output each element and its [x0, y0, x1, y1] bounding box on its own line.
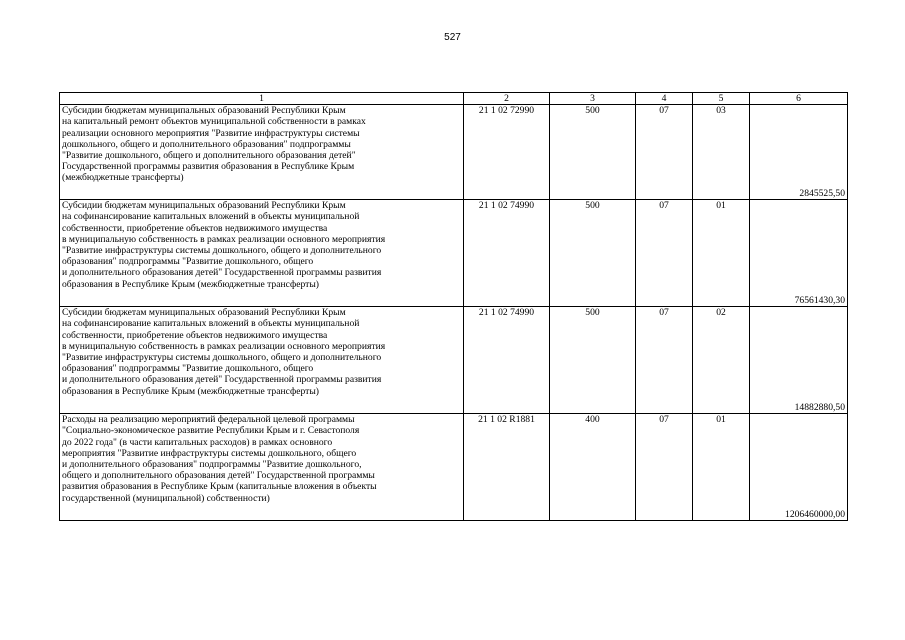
row-description: Субсидии бюджетам муниципальных образований Республики Крым на софинансирование капитальных вложений в объекты муниципальной собственности, приобретение объектов недвижимого имущества в муниципальную собственность в рамках реализации основного мероприятия "Развитие инфраструктуры системы дошкольного, общего и дополнительного образования" подпрограммы "Развитие дошкольного, общего и дополнительного образования детей" Государственной программы развития образования в Республике Крым (межбюджетные трансферты) — [60, 200, 464, 307]
row-expense-type: 500 — [550, 105, 636, 200]
row-description: Субсидии бюджетам муниципальных образований Республики Крым на софинансирование капитальных вложений в объекты муниципальной собственности, приобретение объектов недвижимого имущества в муниципальную собственность в рамках реализации основного мероприятия "Развитие инфраструктуры системы дошкольного, общего и дополнительного образования" подпрограммы "Развитие дошкольного, общего и дополнительного образования детей" Государственной программы развития образования в Республике Крым (межбюджетные трансферты) — [60, 307, 464, 414]
row-section: 07 — [636, 200, 693, 307]
row-section: 07 — [636, 307, 693, 414]
row-expense-type: 400 — [550, 414, 636, 521]
row-amount: 14882880,50 — [750, 307, 848, 414]
row-amount: 2845525,50 — [750, 105, 848, 200]
table-header-row — [60, 93, 848, 105]
row-subsection: 03 — [693, 105, 750, 200]
row-target-code: 21 1 02 R1881 — [464, 414, 550, 521]
row-subsection: 02 — [693, 307, 750, 414]
column-header: 3 — [550, 93, 636, 105]
row-subsection: 01 — [693, 200, 750, 307]
row-description: Расходы на реализацию мероприятий федеральной целевой программы "Социально-экономическое развитие Республики Крым и г. Севастополя до 2022 года" (в части капитальных расходов) в рамках основного мероприятия "Развитие инфраструктуры системы дошкольного, общего и дополнительного образования" подпрограммы "Развитие дошкольного, общего и дополнительного образования детей" Государственной программы развития образования в Республике Крым (капитальные вложения в объекты государственной (муниципальной) собственности) — [60, 414, 464, 521]
row-target-code: 21 1 02 72990 — [464, 105, 550, 200]
column-header: 2 — [464, 93, 550, 105]
table-row — [60, 307, 848, 414]
column-header: 4 — [636, 93, 693, 105]
row-amount: 76561430,30 — [750, 200, 848, 307]
column-header: 5 — [693, 93, 750, 105]
page-number: 527 — [444, 32, 461, 43]
row-section: 07 — [636, 414, 693, 521]
row-subsection: 01 — [693, 414, 750, 521]
column-header: 1 — [60, 93, 464, 105]
row-expense-type: 500 — [550, 200, 636, 307]
row-description: Субсидии бюджетам муниципальных образований Республики Крым на капитальный ремонт объектов муниципальной собственности в рамках реализации основного мероприятия "Развитие инфраструктуры системы дошкольного, общего и дополнительного образования" подпрограммы "Развитие дошкольного, общего и дополнительного образования детей" Государственной программы развития образования в Республике Крым (межбюджетные трансферты) — [60, 105, 464, 200]
table-row — [60, 414, 848, 521]
budget-table — [59, 92, 848, 521]
row-section: 07 — [636, 105, 693, 200]
row-expense-type: 500 — [550, 307, 636, 414]
row-target-code: 21 1 02 74990 — [464, 307, 550, 414]
row-target-code: 21 1 02 74990 — [464, 200, 550, 307]
row-amount: 1206460000,00 — [750, 414, 848, 521]
column-header: 6 — [750, 93, 848, 105]
table-row — [60, 200, 848, 307]
table-row — [60, 105, 848, 200]
